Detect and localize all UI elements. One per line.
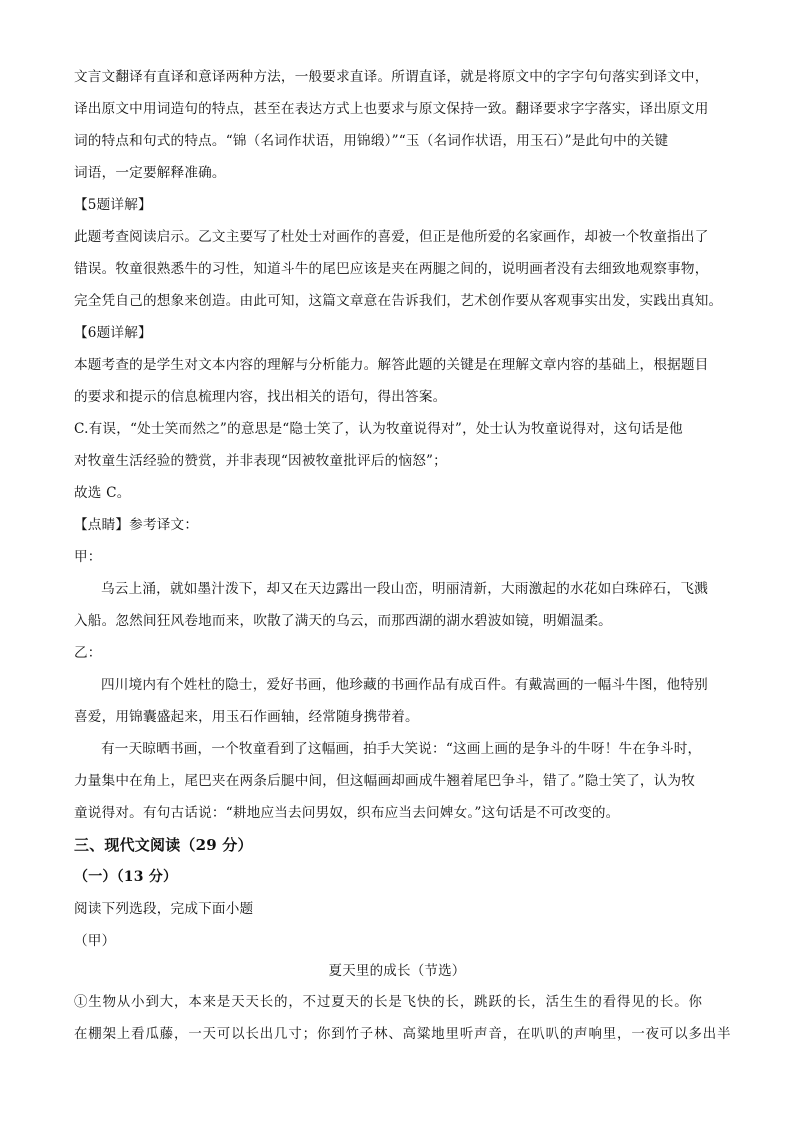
text-line: 乌云上涌，就如墨汁泼下，却又在天边露出一段山峦，明丽清新，大雨激起的水花如白珠碎石，飞溅 [101,581,708,597]
text-line: 本题考查的是学生对文本内容的理解与分析能力。解答此题的关键是在理解文章内容的基础上，根据题目 [74,357,709,373]
text-line: 童说得对。有句古话说：“耕地应当去问男奴，织布应当去问婢女。”这句话是不可改变的。 [74,805,620,821]
text-line: 对牧童生活经验的赞赏，并非表现“因被牧童批评后的恼怒”； [74,453,447,469]
section-heading: 【6题详解】 [74,325,152,341]
section-heading: 【点睛】参考译文： [74,517,199,533]
text-line: 此题考查阅读启示。乙文主要写了杜处士对画作的喜爱，但正是他所爱的名家画作，却被一个牧童指出了 [74,229,709,245]
subsection-heading: （一）（13 分） [74,869,178,885]
text-line: 阅读下列选段，完成下面小题 [74,901,254,917]
text-line: 甲： [74,549,102,565]
text-line: 文言文翻译有直译和意译两种方法，一般要求直译。所谓直译，就是将原文中的字字句句落实到译文中， [74,69,709,85]
text-line: C.有误，“处士笑而然之”的意思是“隐士笑了，认为牧童说得对”，处士认为牧童说得对，这句话是他 [74,421,683,437]
section-heading: 【5题详解】 [74,197,152,213]
text-line: 入船。忽然间狂风卷地而来，吹散了满天的乌云，而那西湖的湖水碧波如镜，明媚温柔。 [74,613,612,629]
text-line: 完全凭自己的想象来创造。由此可知，这篇文章意在告诉我们，艺术创作要从客观事实出发，实践出真知。 [74,293,723,309]
text-line: 词的特点和句式的特点。“锦（名词作状语，用锦缎）”“玉（名词作状语，用玉石）”是此句中的关键 [74,133,669,149]
part-heading: 三、现代文阅读（29 分） [74,836,253,854]
text-line: 译出原文中用词造句的特点，甚至在表达方式上也要求与原文保持一致。翻译要求字字落实，译出原文用 [74,101,709,117]
text-line: 错误。牧童很熟悉牛的习性，知道斗牛的尾巴应该是夹在两腿之间的，说明画者没有去细致地观察事物， [74,261,709,277]
text-line: 词语，一定要解释准确。 [74,165,226,181]
text-line: 乙： [74,645,102,661]
text-line: （甲） [74,933,116,949]
text-line: 在棚架上看瓜藤，一天可以长出几寸；你到竹子林、高粱地里听声音，在叭叭的声响里，一夜可以多出半 [74,1027,732,1042]
text-line: 的要求和提示的信息梳理内容，找出相关的语句，得出答案。 [74,389,447,405]
text-line: 力量集中在角上，尾巴夹在两条后腿中间，但这幅画却画成牛翘着尾巴争斗，错了。”隐士笑了，认为牧 [74,773,696,789]
text-line: 四川境内有个姓杜的隐士，爱好书画，他珍藏的书画作品有成百件。有戴嵩画的一幅斗牛图，他特别 [101,677,708,693]
text-line: 喜爱，用锦囊盛起来，用玉石作画轴，经常随身携带着。 [74,709,419,725]
text-line: ①生物从小到大，本来是天天长的，不过夏天的长是飞快的长，跳跃的长，活生生的看得见的长。你 [74,995,703,1010]
text-line: 有一天晾晒书画，一个牧童看到了这幅画，拍手大笑说：“这画上画的是争斗的牛呀！牛在争斗时， [101,741,702,757]
text-line: 故选 C。 [74,485,131,501]
passage-title: 夏天里的成长（节选） [328,963,466,979]
